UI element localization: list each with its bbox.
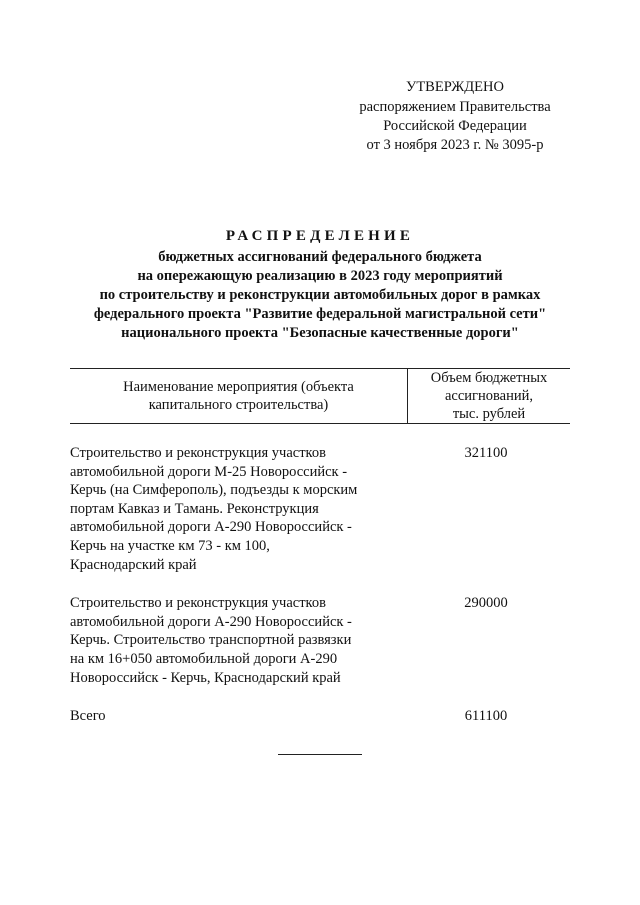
subtitle-line-1: бюджетных ассигнований федерального бюджета [158,249,482,265]
row-2-value: 290000 [464,595,508,612]
subtitle-line-5: национального проекта "Безопасные качественные дороги" [121,325,519,341]
row-2-name [70,594,408,687]
approval-stamp [340,78,570,155]
document-subtitle [60,248,580,343]
table-row [70,594,570,687]
header-name-line-2: капитального строительства) [148,397,329,413]
subtitle-line-2: на опережающую реализацию в 2023 году мероприятий [137,268,503,284]
row-1-line: Краснодарский край [70,556,197,573]
row-2-line: Новороссийск - Керчь, Краснодарский край [70,669,341,686]
row-1-value: 321100 [464,445,508,461]
row-1-name [70,444,408,574]
header-name-column [70,369,408,423]
row-2-line: автомобильной дороги А-290 Новороссийск - [70,613,352,630]
approval-line-3: от 3 ноября 2023 г. № 3095-р [366,137,544,153]
document-title: РАСПРЕДЕЛЕНИЕ [225,228,415,244]
row-1-line: автомобильной дороги А-290 Новороссийск - [70,519,352,536]
table-header [70,368,570,424]
row-1-line: Керчь (на Симферополь), подъезды к морским [70,482,358,499]
approval-line-1: распоряжением Правительства [359,99,551,115]
header-volume-column [408,369,570,423]
approved-label: УТВЕРЖДЕНО [406,79,504,95]
row-2-line: на км 16+050 автомобильной дороги А-290 [70,650,338,667]
header-name-line-1: Наименование мероприятия (объекта [123,379,354,395]
row-2-line: Строительство и реконструкция участков [70,595,326,612]
row-1-line: Строительство и реконструкция участков [70,445,326,461]
header-volume-line-3: тыс. рублей [452,406,526,422]
table-row [70,444,570,574]
table-row-total [70,707,570,726]
row-1-line: Керчь на участке км 73 - км 100, [70,537,270,554]
total-label: Всего [70,708,106,725]
approval-line-2: Российской Федерации [383,118,527,134]
header-volume-line-1: Объем бюджетных [430,370,548,386]
row-2-line: Керчь. Строительство транспортной развязки [70,632,352,649]
row-1-line: портам Кавказ и Тамань. Реконструкция [70,500,319,517]
row-1-line: автомобильной дороги М-25 Новороссийск - [70,463,348,480]
total-value: 611100 [464,708,508,725]
allocation-table [70,368,570,726]
subtitle-line-4: федерального проекта "Развитие федеральной магистральной сети" [93,306,547,322]
closing-divider [278,754,362,755]
header-volume-line-2: ассигнований, [444,388,534,404]
subtitle-line-3: по строительству и реконструкции автомобильных дорог в рамках [99,287,541,303]
